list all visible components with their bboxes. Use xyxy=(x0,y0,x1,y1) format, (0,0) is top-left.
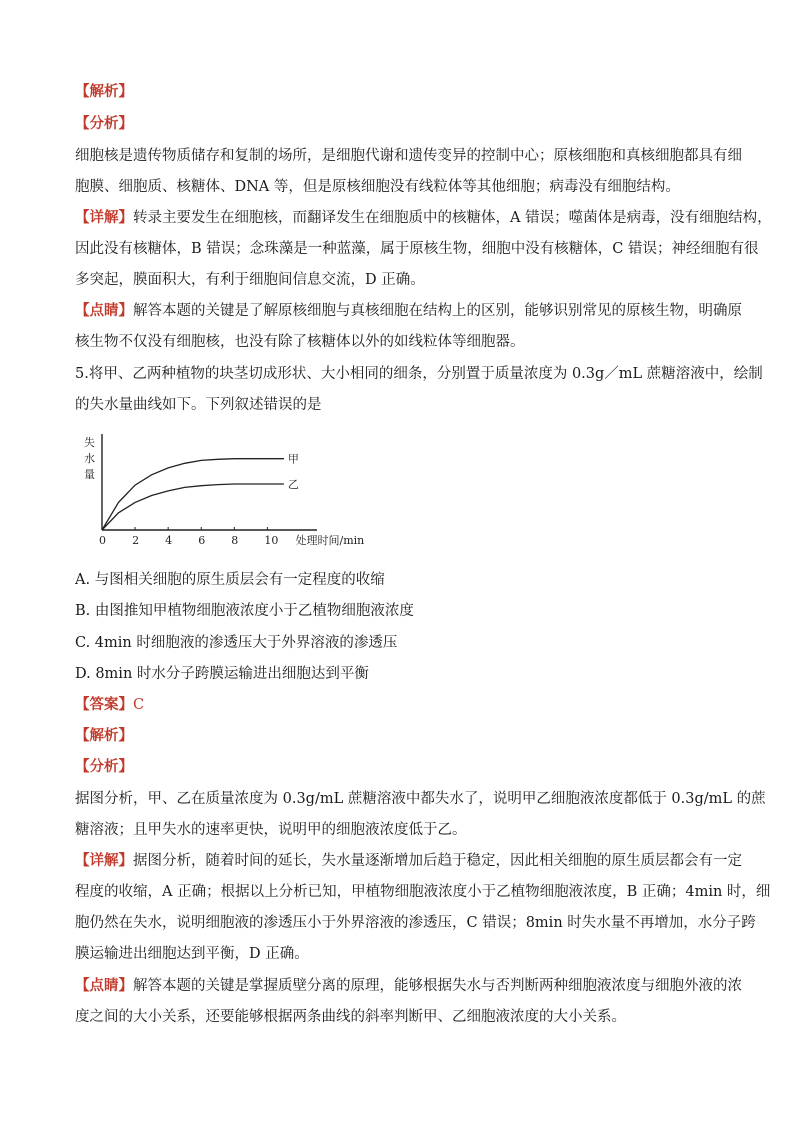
question-stem: 的失水量曲线如下。下列叙述错误的是 xyxy=(75,397,322,413)
section-tag-dianjing: 【点睛】 xyxy=(75,302,133,319)
x-tick-label: 4 xyxy=(165,534,173,547)
x-tick-label: 0 xyxy=(99,534,106,547)
section-tag-xiangjie: 【详解】 xyxy=(75,209,133,226)
paragraph-line: 胞仍然在失水，说明细胞液的渗透压小于外界溶液的渗透压，C 错误；8min 时失水量不再增加，水分子跨 xyxy=(75,915,756,931)
option-a: A. 与图相关细胞的原生质层会有一定程度的收缩 xyxy=(75,572,385,588)
paragraph-line: 程度的收缩，A 正确；根据以上分析已知，甲植物细胞液浓度小于乙植物细胞液浓度，B 正确；4min 时，细 xyxy=(75,884,771,900)
paragraph-line: 糖溶液；且甲失水的速率更快，说明甲的细胞液浓度低于乙。 xyxy=(75,822,467,838)
section-tag-fenxi: 【分析】 xyxy=(75,115,133,132)
x-tick-label: 6 xyxy=(198,534,206,547)
series-line-jia xyxy=(102,459,284,530)
y-axis-label: 失 xyxy=(84,436,95,449)
option-d: D. 8min 时水分子跨膜运输进出细胞达到平衡 xyxy=(75,666,369,682)
paragraph-line: 【点睛】解答本题的关键是掌握质壁分离的原理，能够根据失水与否判断两种细胞液浓度与细胞外液的浓 xyxy=(75,977,742,994)
water-loss-chart xyxy=(80,432,380,562)
section-tag-fenxi-2: 【分析】 xyxy=(75,758,133,775)
series-label: 乙 xyxy=(287,478,299,491)
paragraph-line: 膜运输进出细胞达到平衡，D 正确。 xyxy=(75,946,309,962)
answer-value: C xyxy=(133,697,145,713)
paragraph-line: 胞膜、细胞质、核糖体、DNA 等，但是原核细胞没有线粒体等其他细胞；病毒没有细胞结构。 xyxy=(75,179,680,195)
paragraph-line: 因此没有核糖体，B 错误；念珠藻是一种蓝藻，属于原核生物，细胞中没有核糖体，C 错误；神经细胞有很 xyxy=(75,241,759,257)
paragraph-line: 多突起，膜面积大，有利于细胞间信息交流，D 正确。 xyxy=(75,272,425,288)
section-tag-dianjing-2: 【点睛】 xyxy=(75,977,133,994)
paragraph-line: 核生物不仅没有细胞核，也没有除了核糖体以外的如线粒体等细胞器。 xyxy=(75,334,525,350)
y-axis-label: 水 xyxy=(84,452,95,465)
y-axis-label: 量 xyxy=(84,468,95,481)
answer-line xyxy=(75,695,144,715)
paragraph-line: 【详解】转录主要发生在细胞核，而翻译发生在细胞质中的核糖体，A 错误；噬菌体是病毒，没有细胞结构， xyxy=(75,209,772,226)
series-label: 甲 xyxy=(287,452,299,466)
section-tag-answer: 【答案】 xyxy=(75,696,133,713)
x-axis-label: 处理时间/min xyxy=(295,534,365,547)
paragraph-line: 【点睛】解答本题的关键是了解原核细胞与真核细胞在结构上的区别，能够识别常见的原核生物，明确原 xyxy=(75,302,742,319)
chart-svg xyxy=(80,432,380,562)
option-b: B. 由图推知甲植物细胞液浓度小于乙植物细胞液浓度 xyxy=(75,603,414,619)
question-stem: 5.将甲、乙两种植物的块茎切成形状、大小相同的细条，分别置于质量浓度为 0.3g／mL 蔗糖溶液中，绘制 xyxy=(75,366,763,382)
x-tick-label: 2 xyxy=(132,534,140,547)
option-c: C. 4min 时细胞液的渗透压大于外界溶液的渗透压 xyxy=(75,635,398,651)
paragraph-line: 【详解】据图分析，随着时间的延长，失水量逐渐增加后趋于稳定，因此相关细胞的原生质层都会有一定 xyxy=(75,852,742,869)
paragraph-line: 据图分析，甲、乙在质量浓度为 0.3g/mL 蔗糖溶液中都失水了，说明甲乙细胞液浓度都低于 0.3g/mL 的蔗 xyxy=(75,791,766,807)
x-tick-label: 8 xyxy=(231,534,239,547)
paragraph-line: 度之间的大小关系，还要能够根据两条曲线的斜率判断甲、乙细胞液浓度的大小关系。 xyxy=(75,1009,626,1025)
section-tag-jiexi: 【解析】 xyxy=(75,83,133,100)
section-tag-xiangjie-2: 【详解】 xyxy=(75,852,133,869)
paragraph-line: 细胞核是遗传物质储存和复制的场所，是细胞代谢和遗传变异的控制中心；原核细胞和真核细胞都具有细 xyxy=(75,148,742,164)
section-tag-jiexi-2: 【解析】 xyxy=(75,727,133,744)
x-tick-label: 10 xyxy=(264,534,279,547)
